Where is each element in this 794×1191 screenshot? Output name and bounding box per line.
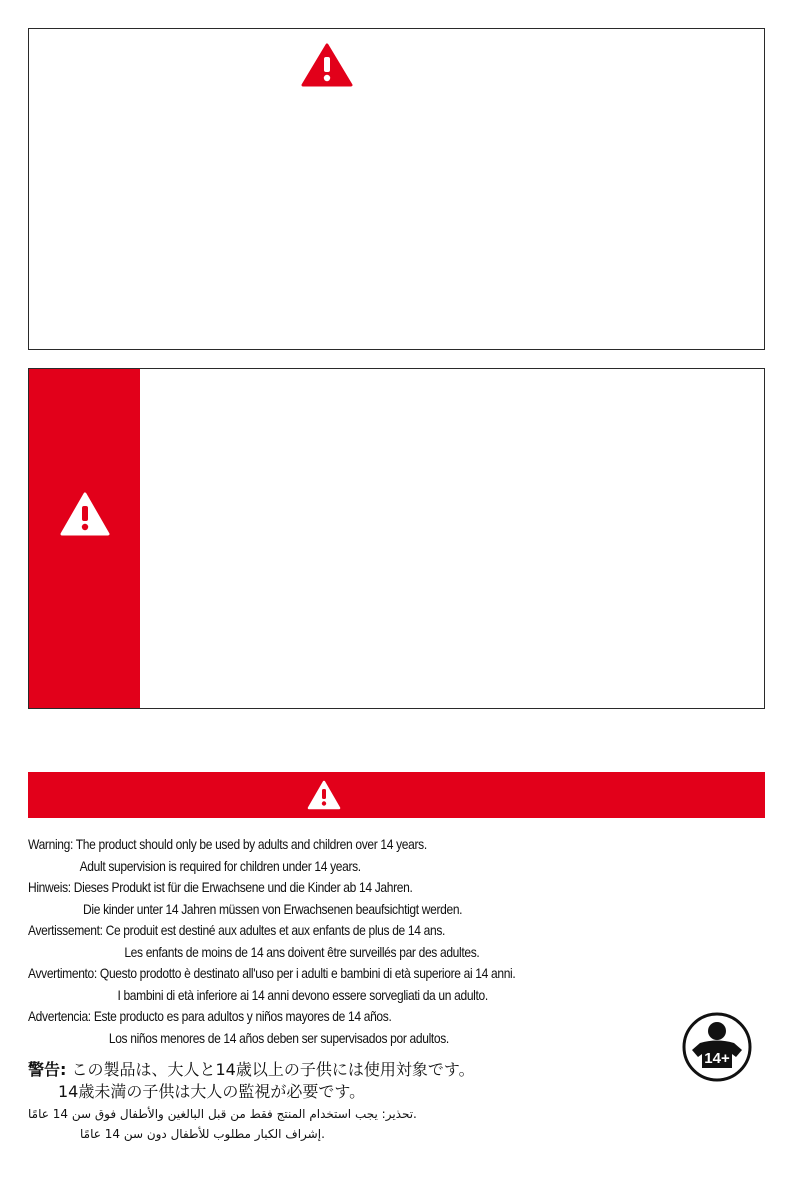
age-14-plus-icon: [682, 1012, 752, 1082]
warning-triangle-icon: [301, 43, 353, 87]
warning-label: Advertencia:: [28, 1008, 91, 1024]
red-side-panel: [29, 369, 140, 708]
warning-triangle-icon: [307, 780, 341, 810]
warning-text: Ce produit est destiné aux adultes et aux enfants de plus de 14 ans.: [105, 922, 445, 938]
warning-text: The product should only be used by adults and children over 14 years.: [75, 836, 427, 852]
warning-triangle-icon: [60, 492, 110, 536]
warning-line: [28, 1028, 578, 1050]
japanese-warning: [28, 1059, 588, 1103]
warning-text: إشراف الكبار مطلوب للأطفال دون سن 14 عامًا.: [80, 1127, 325, 1141]
warning-line: [28, 1124, 588, 1144]
warning-banner: [28, 772, 765, 818]
warning-line: [28, 1006, 578, 1028]
warning-text: I bambini di età inferiore ai 14 anni devono essere sorvegliati da un adulto.: [117, 986, 488, 1003]
warning-text: この製品は、大人と14歳以上の子供には使用対象です。: [71, 1060, 475, 1079]
warning-label: Warning:: [28, 836, 73, 852]
warning-label: Avvertimento:: [28, 965, 97, 981]
warning-line: [28, 834, 578, 856]
warning-label: Avertissement:: [28, 922, 103, 938]
warning-text: Dieses Produkt ist für die Erwachsene und die Kinder ab 14 Jahren.: [73, 879, 413, 895]
warning-text: Los niños menores de 14 años deben ser supervisados por adultos.: [108, 1029, 449, 1046]
warning-label: 警告:: [28, 1060, 67, 1079]
warning-text: Die kinder unter 14 Jahren müssen von Erwachsenen beaufsichtigt werden.: [83, 900, 463, 917]
warning-line: [28, 1059, 588, 1081]
warning-line: [28, 942, 578, 964]
arabic-warning: [28, 1104, 588, 1144]
warning-label: Hinweis:: [28, 879, 71, 895]
warning-line: [28, 985, 578, 1007]
warning-text: Este producto es para adultos y niños mayores de 14 años.: [93, 1008, 392, 1024]
warning-line: [28, 899, 578, 921]
warning-line: [28, 856, 578, 878]
warning-text: Les enfants de moins de 14 ans doivent être surveillés par des adultes.: [124, 943, 480, 960]
warning-text: 14歳未満の子供は大人の監視が必要です。: [58, 1082, 366, 1101]
warning-label: تحذير:: [381, 1107, 414, 1121]
warning-line: [28, 963, 578, 985]
warning-line: [28, 877, 578, 899]
warning-text: يجب استخدام المنتج فقط من قبل البالغين والأطفال فوق سن 14 عامًا.: [28, 1107, 417, 1121]
warning-line: [28, 1081, 588, 1103]
side-warning-box: [28, 368, 765, 709]
warning-line: [28, 920, 578, 942]
warning-text: Questo prodotto è destinato all'uso per i adulti e bambini di età superiore ai 14 anni.: [99, 965, 516, 981]
warning-line: [28, 1104, 588, 1124]
warning-text: Adult supervision is required for children under 14 years.: [79, 857, 361, 874]
top-warning-box: [28, 28, 765, 350]
age-badge-label: 14+: [704, 1050, 730, 1067]
multilingual-warnings: [28, 834, 668, 1049]
